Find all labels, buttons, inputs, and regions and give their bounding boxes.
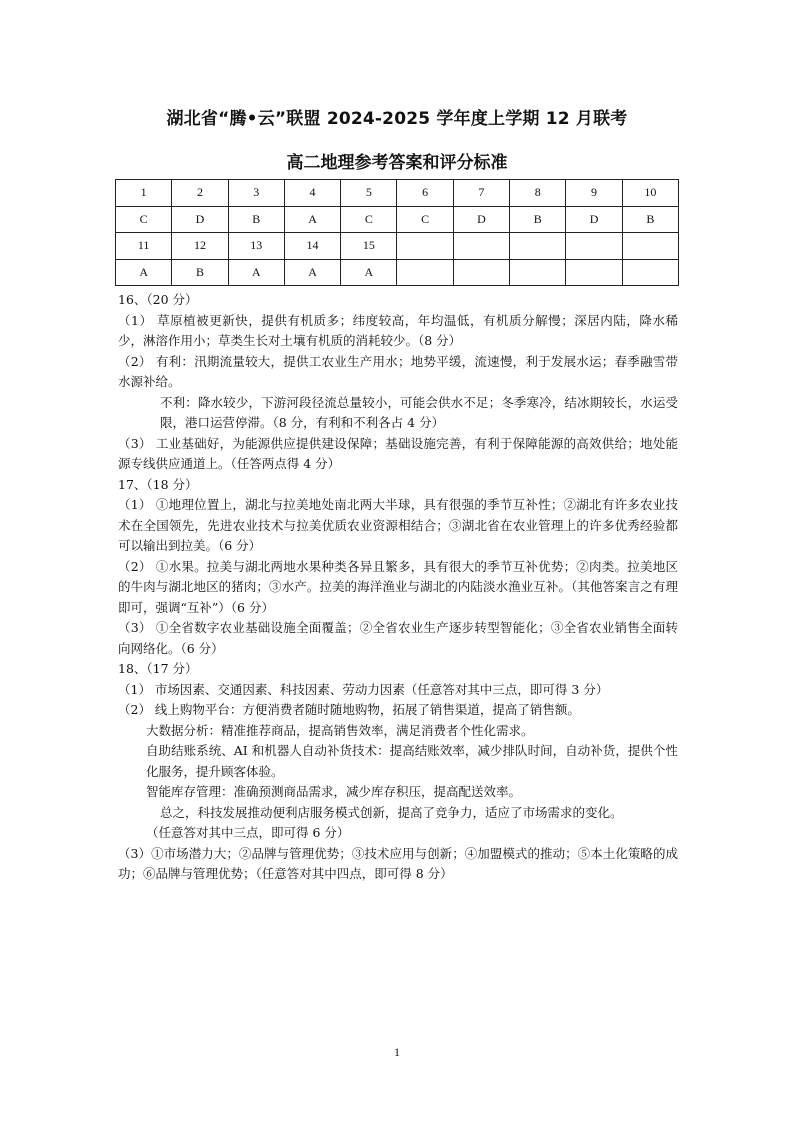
question-17-part-3: （3） ①全省数字农业基础设施全面覆盖；②全省农业生产逐步转型智能化；③全省农业销售全面转向网络化。（6 分）: [118, 620, 678, 656]
document-title: 湖北省“腾•云”联盟 2024-2025 学年度上学期 12 月联考: [166, 109, 628, 129]
table-row-answers: [116, 259, 679, 286]
question-16-part-3: （3） 工业基础好，为能源供应提供建设保障；基础设施完善，有利于保障能源的高效供给；地处能源专线供应通道上。（任答两点得 4 分）: [118, 435, 678, 471]
question-16-part-2-advantages: （2） 有利：汛期流量较大，提供工农业生产用水；地势平缓，流速慢，利于发展水运；春季融雪带水源补给。: [118, 353, 678, 389]
table-cell: 1: [116, 180, 172, 207]
question-18-part-2-self-checkout: 自助结账系统、AI 和机器人自动补货技术：提高结账效率，减少排队时间，自动补货，提供个性化服务，提升顾客体验。: [146, 743, 678, 779]
table-cell: A: [116, 259, 172, 286]
table-cell: [397, 233, 453, 260]
table-cell: D: [172, 206, 228, 233]
table-cell: 14: [284, 233, 340, 260]
table-cell: 11: [116, 233, 172, 260]
table-cell: 12: [172, 233, 228, 260]
table-cell: B: [510, 206, 566, 233]
question-16-heading: 16、（20 分）: [118, 292, 198, 307]
table-cell: C: [341, 206, 397, 233]
table-cell: 15: [341, 233, 397, 260]
table-cell: B: [622, 206, 678, 233]
table-cell: 9: [566, 180, 622, 207]
table-row-question-numbers: [116, 233, 679, 260]
table-cell: [622, 233, 678, 260]
table-cell: 5: [341, 180, 397, 207]
question-18-part-2-summary: 总之，科技发展推动便利店服务模式创新，提高了竞争力，适应了市场需求的变化。: [160, 804, 623, 820]
question-18-part-3: （3）①市场潜力大；②品牌与管理优势；③技术应用与创新；④加盟模式的推动；⑤本土化策略的成功；⑥品牌与管理优势；（任意答对其中四点，即可得 8 分）: [118, 845, 678, 881]
table-cell: 13: [228, 233, 284, 260]
question-18-part-1: （1） 市场因素、交通因素、科技因素、劳动力因素（任意答对其中三点，即可得 3 分）: [118, 681, 609, 697]
question-17-part-1: （1） ①地理位置上，湖北与拉美地处南北两大半球，具有很强的季节互补性；②湖北有许多农业技术在全国领先，先进农业技术与拉美优质农业资源相结合；③湖北省在农业管理上的许多优秀经验都可以输出到拉美。（6 分）: [118, 497, 678, 553]
question-18-heading: 18、（17 分）: [118, 661, 198, 676]
page-number: 1: [394, 1045, 400, 1059]
table-cell: A: [228, 259, 284, 286]
table-cell: A: [284, 259, 340, 286]
table-cell: [566, 259, 622, 286]
table-cell: C: [397, 206, 453, 233]
table-cell: [453, 233, 509, 260]
question-18-part-2-inventory: 智能库存管理：准确预测商品需求，减少库存积压，提高配送效率。: [146, 784, 522, 799]
table-cell: C: [116, 206, 172, 233]
question-16-part-1: （1） 草原植被更新快，提供有机质多；纬度较高，年均温低，有机质分解慢；深居内陆，降水稀少，淋溶作用小；草类生长对土壤有机质的消耗较少。（8 分）: [118, 312, 678, 348]
table-cell: 10: [622, 180, 678, 207]
question-18-part-2-online: （2） 线上购物平台：方便消费者随时随地购物，拓展了销售渠道，提高了销售额。: [118, 702, 580, 717]
table-cell: 2: [172, 180, 228, 207]
table-cell: [566, 233, 622, 260]
question-16-part-2-disadvantages: 不利：降水较少，下游河段径流总量较小，可能会供水不足；冬季寒冷，结冰期较长，水运受限，港口运营停滞。（8 分，有利和不利各占 4 分）: [160, 394, 678, 430]
table-cell: [453, 259, 509, 286]
table-cell: A: [341, 259, 397, 286]
table-cell: [622, 259, 678, 286]
question-18-part-2-scoring: （任意答对其中三点，即可得 6 分）: [146, 825, 350, 840]
table-cell: 4: [284, 180, 340, 207]
answer-table: [115, 179, 679, 286]
table-cell: 8: [510, 180, 566, 207]
table-cell: B: [228, 206, 284, 233]
table-cell: [397, 259, 453, 286]
table-cell: D: [453, 206, 509, 233]
answer-body: [118, 290, 678, 885]
table-cell: 6: [397, 180, 453, 207]
table-cell: D: [566, 206, 622, 233]
table-row-answers: [116, 206, 679, 233]
question-17-heading: 17、（18 分）: [118, 476, 198, 492]
table-cell: B: [172, 259, 228, 286]
table-cell: [510, 259, 566, 286]
table-cell: A: [284, 206, 340, 233]
table-cell: 7: [453, 180, 509, 207]
table-cell: [510, 233, 566, 260]
table-cell: 3: [228, 180, 284, 207]
question-18-part-2-big-data: 大数据分析：精准推荐商品，提高销售效率，满足消费者个性化需求。: [146, 722, 534, 738]
question-17-part-2: （2） ①水果。拉美与湖北两地水果种类各异且繁多，具有很大的季节互补优势；②肉类。拉美地区的牛肉与湖北地区的猪肉；③水产。拉美的海洋渔业与湖北的内陆淡水渔业互补。（其他答案言之有理即可，强调“互补”）（6 分）: [118, 558, 678, 615]
table-row-question-numbers: [116, 180, 679, 207]
document-subtitle: 高二地理参考答案和评分标准: [286, 153, 508, 173]
